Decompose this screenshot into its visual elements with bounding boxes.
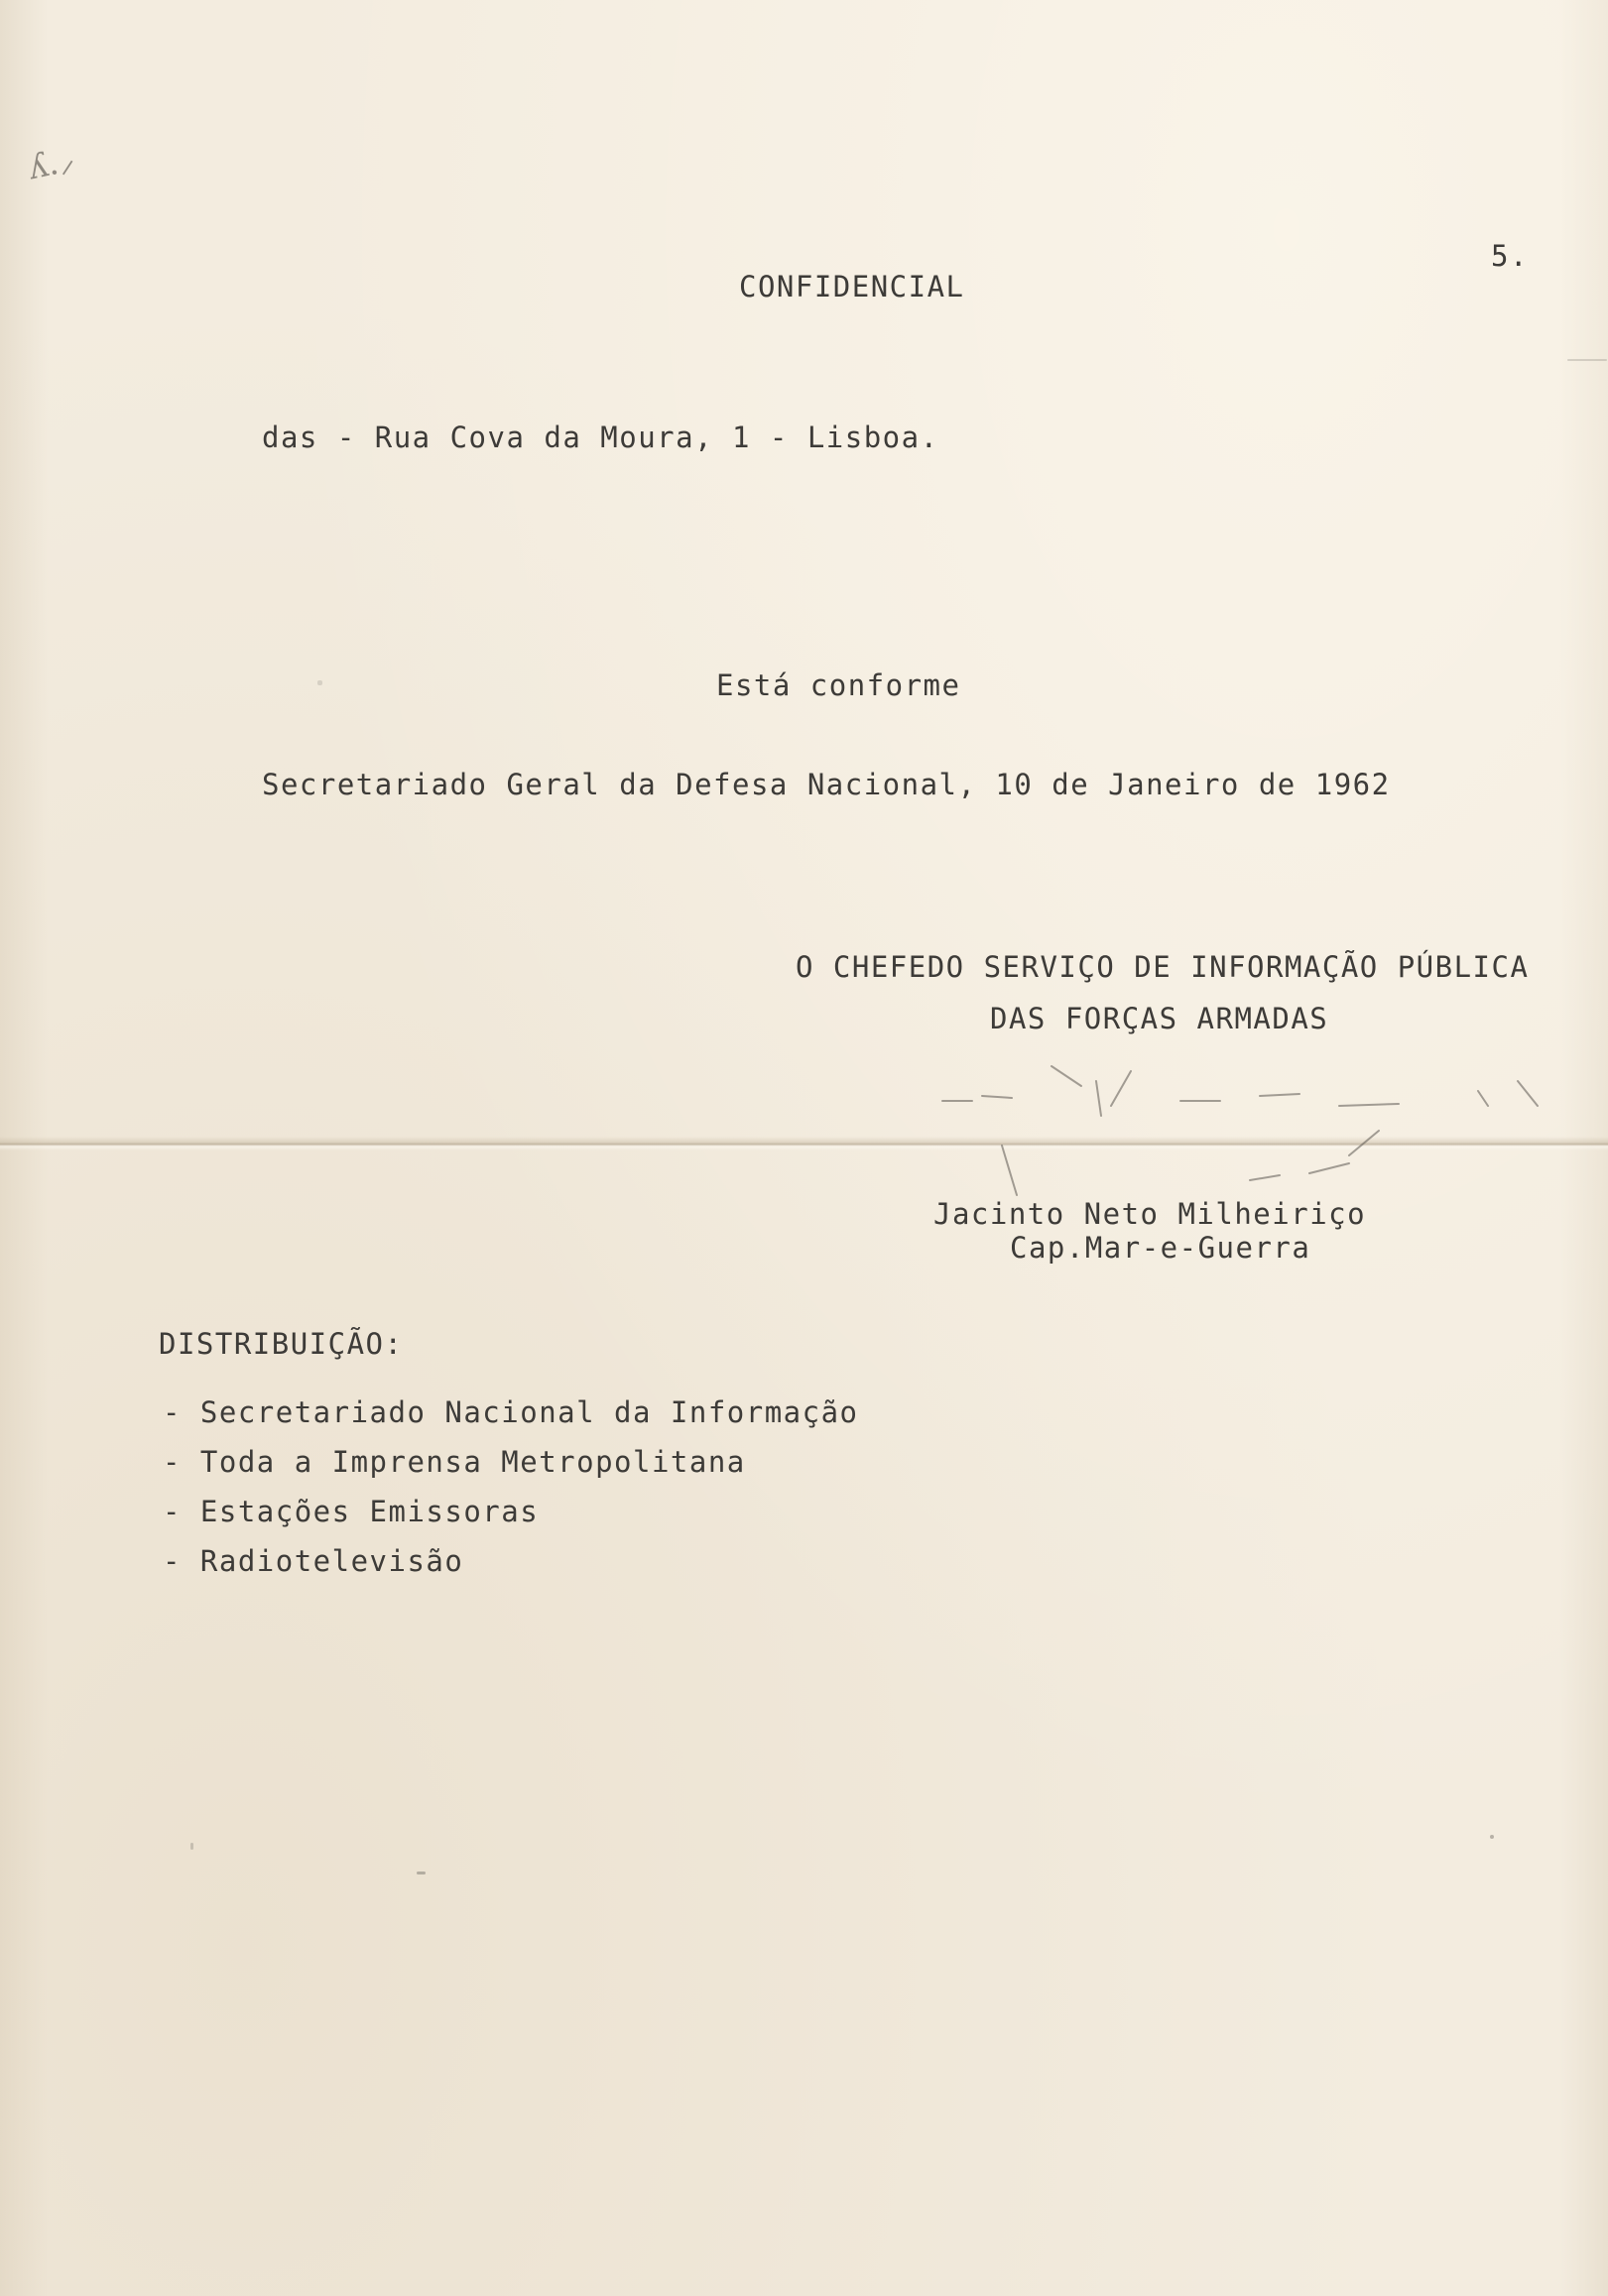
certification-line: Está conforme [716,668,961,702]
paper-speck [317,680,322,685]
paper-speck [190,1843,193,1850]
address-line: das - Rua Cova da Moura, 1 - Lisboa. [262,421,939,454]
classification-heading: CONFIDENCIAL [739,270,965,303]
signatory-title-line-1: O CHEFEDO SERVIÇO DE INFORMAÇÃO PÚBLICA [796,950,1530,984]
paper-speck [417,1872,426,1874]
signature-scribble [883,1046,1597,1205]
distribution-item: - Radiotelevisão [163,1544,464,1578]
ink-smudge-mark: ʎ.⸝ [24,139,79,188]
signatory-name: Jacinto Neto Milheiriço [933,1197,1367,1231]
distribution-item: - Secretariado Nacional da Informação [163,1395,859,1429]
distribution-item: - Toda a Imprensa Metropolitana [163,1445,746,1479]
place-date-line: Secretariado Geral da Defesa Nacional, 10 de Janeiro de 1962 [262,768,1391,801]
distribution-item: - Estações Emissoras [163,1495,540,1528]
page-number: 5. [1491,239,1529,273]
signatory-rank: Cap.Mar-e-Guerra [1010,1231,1311,1265]
signatory-title-line-2: DAS FORÇAS ARMADAS [990,1002,1329,1035]
paper-speck [1490,1835,1494,1839]
distribution-heading: DISTRIBUIÇÃO: [159,1327,404,1361]
paper-speck [1567,359,1607,361]
